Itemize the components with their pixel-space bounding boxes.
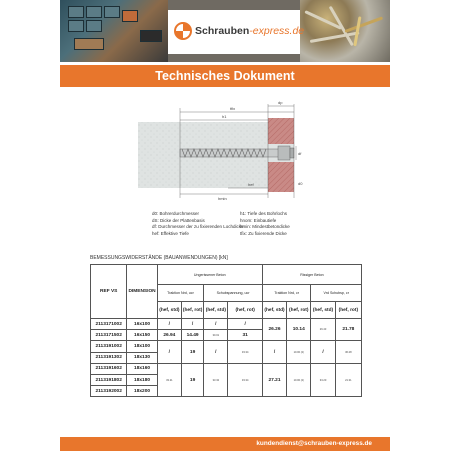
cell-value: 21.78	[335, 319, 361, 341]
header-banner	[60, 0, 390, 62]
legend-item: h1: Tiefe des Bohrlochs	[240, 211, 288, 216]
cell-ref: 2113171002	[91, 319, 127, 330]
header-photo-workshop	[60, 0, 168, 62]
cell-value: /	[157, 341, 181, 363]
header-photo-screws	[300, 0, 390, 62]
support-email-link[interactable]: kundendienst@schrauben-express.de	[256, 440, 372, 447]
dim-label-tfix: tfix	[230, 106, 236, 111]
cell-dimension: 16x100	[127, 319, 157, 330]
header-shear-ucr: Schubspannung, ucr	[204, 285, 263, 302]
page-title: Technisches Dokument	[155, 69, 295, 83]
section-title: BEMESSUNGSWIDERSTÄNDE (BAUANWENDUNGEN) [kN]	[90, 255, 228, 261]
cell-value: /	[204, 341, 228, 363]
cell-dimension: 18x160	[127, 363, 157, 374]
legend-item: tfix: Zu fixierende Dicke	[240, 230, 287, 236]
subheader-hef-rot: (hef, rot)	[335, 302, 361, 319]
cell-value: /	[311, 341, 335, 363]
subheader-hef-rot: (hef, rot)	[228, 302, 262, 319]
cell-dimension: 16x150	[127, 330, 157, 341]
subheader-hef-rot: (hef, rot)	[181, 302, 203, 319]
cell-value: 27.21	[262, 363, 286, 397]
dim-label-hmin: hmin	[218, 196, 227, 201]
anchor-technical-drawing	[138, 100, 308, 208]
cell-value: 19	[181, 363, 203, 397]
cell-ref: 2113191602	[91, 363, 127, 374]
cell-value: 14.49	[181, 330, 203, 341]
cell-value: /	[262, 341, 286, 363]
subheader-hef-std: (hef, std)	[204, 302, 228, 319]
cell-dimension: 18x130	[127, 352, 157, 363]
footer-bar	[60, 437, 390, 451]
cell-value: 26.43	[311, 319, 335, 341]
header-traction-cr: Traktion Nrd, cr	[262, 285, 311, 302]
dim-label-d0: d0	[298, 181, 303, 186]
cell-value: 33.21	[157, 363, 181, 397]
resistance-table	[90, 264, 362, 397]
legend-item: df: Durchmesser der zu fixierenden Lochdicke	[152, 224, 244, 229]
cell-value: /	[181, 319, 203, 330]
table-row	[91, 363, 362, 374]
cell-value: 33.32	[204, 363, 228, 397]
dim-label-df: df	[298, 151, 302, 156]
header-traction-ucr: Traktion Nrd, ucr	[157, 285, 204, 302]
legend-item: d0: Bohrerdurchmesser	[152, 211, 200, 216]
cell-value: 21.31	[335, 363, 361, 397]
cell-value: 19	[181, 341, 203, 363]
cell-value: 33.34	[228, 341, 262, 363]
screw-logo-icon	[174, 22, 192, 40]
cell-value: 30.01	[204, 330, 228, 341]
cell-value: 10.14	[287, 319, 311, 341]
cell-value: 31	[228, 330, 262, 341]
cell-dimension: 18x200	[127, 386, 157, 397]
subheader-hef-std: (hef, std)	[262, 302, 286, 319]
header-uncracked: Ungerissener Beton	[157, 265, 262, 285]
cell-ref: 2113191802	[91, 374, 127, 385]
cell-value: /	[228, 319, 262, 330]
cell-value: 33.20	[311, 363, 335, 397]
document-title-bar	[60, 65, 390, 87]
brand-logo[interactable]	[168, 10, 305, 54]
cell-value: 26.94	[157, 330, 181, 341]
dim-label-dp: dp	[278, 100, 283, 105]
table-row	[91, 341, 362, 352]
cell-ref: 2113191002	[91, 341, 127, 352]
legend-item: hef: Effektive Tiefe	[152, 230, 189, 236]
legend-item: hnom: Einbautiefe	[240, 217, 277, 223]
cell-dimension: 18x180	[127, 374, 157, 385]
header-dimension: DIMENSION	[127, 265, 157, 319]
legend-item: hmin: Mindestbetondicke	[240, 224, 290, 229]
legend-item: dS: Dicke der Plattenbasis	[152, 217, 205, 223]
header-shear-cr: Vrd Schubsp, cr	[311, 285, 362, 302]
logo-text: Schrauben-express.de	[195, 25, 305, 37]
cell-value: 10.00 (2)	[287, 341, 311, 363]
cell-value: 10.00 (2)	[287, 363, 311, 397]
subheader-hef-rot: (hef, rot)	[287, 302, 311, 319]
subheader-hef-std: (hef, std)	[157, 302, 181, 319]
subheader-hef-std: (hef, std)	[311, 302, 335, 319]
cell-value: 33.34	[228, 363, 262, 397]
table-row	[91, 319, 362, 330]
cell-value: 36.28	[335, 341, 361, 363]
cell-ref: 2113171502	[91, 330, 127, 341]
cell-dimension: 18x100	[127, 341, 157, 352]
cell-ref: 2113192002	[91, 386, 127, 397]
cell-value: 26.26	[262, 319, 286, 341]
cell-ref: 2113191302	[91, 352, 127, 363]
header-cracked: Rissiger Beton	[262, 265, 361, 285]
dim-label-hef: hef	[248, 182, 254, 187]
cell-value: /	[157, 319, 181, 330]
header-ref: REF VS	[91, 265, 127, 319]
dim-label-h1: h1	[222, 114, 227, 119]
cell-value: /	[204, 319, 228, 330]
